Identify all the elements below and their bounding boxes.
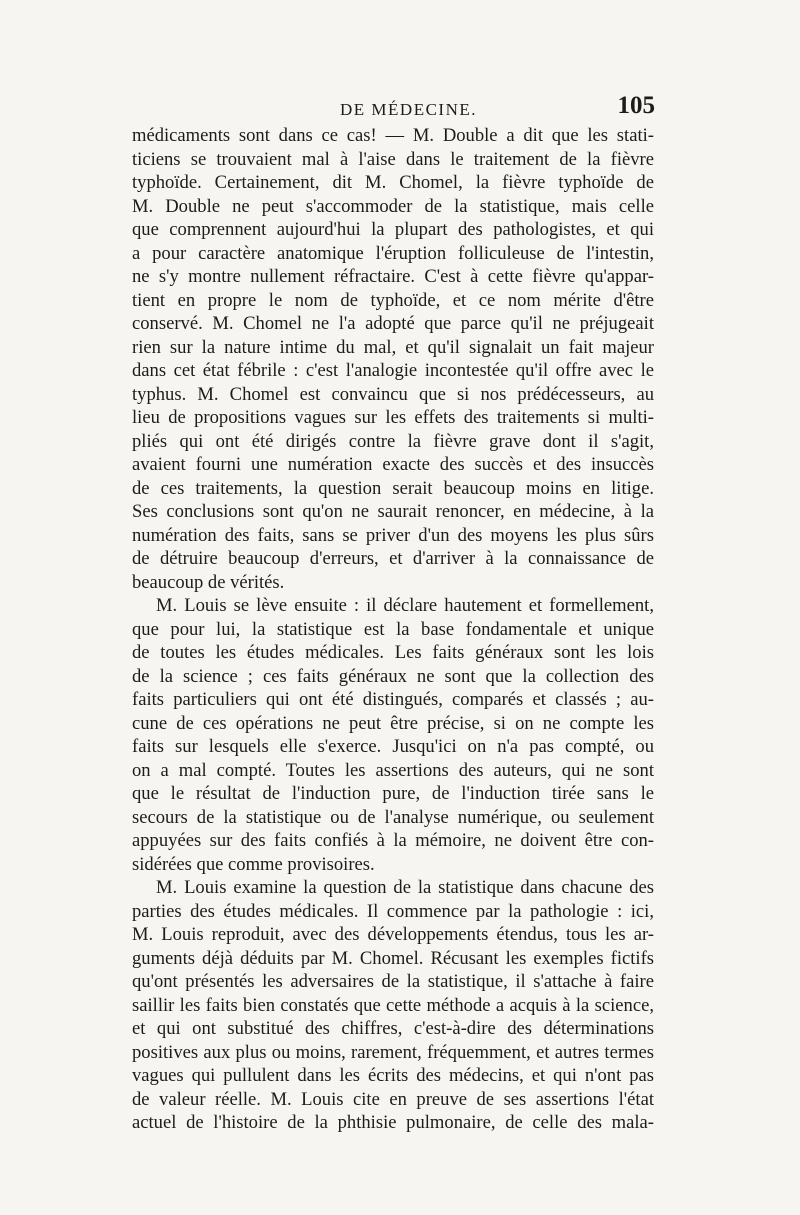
text-line: lieu de propositions vagues sur les effets des traitements si multi- <box>132 407 654 428</box>
text-line: dans cet état fébrile : c'est l'analogie incontestée qu'il offre avec le <box>132 360 654 381</box>
text-line: a pour caractère anatomique l'éruption folliculeuse de l'intestin, <box>132 242 654 264</box>
text-line: de ces traitements, la question serait beaucoup moins en litige. <box>132 477 654 499</box>
text-line: appuyées sur des faits confiés à la mémoire, ne doivent être con- <box>132 830 654 851</box>
text-line: saillir les faits bien constatés que cette méthode a acquis à la science, <box>132 994 654 1016</box>
text-line: conservé. M. Chomel ne l'a adopté que parce qu'il ne préjugeait <box>132 313 654 334</box>
page-number: 105 <box>617 92 655 119</box>
text-line: pliés qui ont été dirigés contre la fièvre grave dont il s'agit, <box>132 430 654 452</box>
text-line: rien sur la nature intime du mal, et qu'il signalait un fait majeur <box>132 336 654 358</box>
text-line: cune de ces opérations ne peut être précise, si on ne compte les <box>132 712 654 734</box>
text-line: que comprennent aujourd'hui la plupart des pathologistes, et qui <box>132 219 654 240</box>
text-line: numération des faits, sans se priver d'un des moyens les plus sûrs <box>132 524 654 546</box>
text-line: secours de la statistique ou de l'analyse numérique, ou seulement <box>132 806 654 828</box>
text-line: que le résultat de l'induction pure, de l'induction tirée sans le <box>132 783 654 804</box>
text-line: ne s'y montre nullement réfractaire. C'est à cette fièvre qu'appar- <box>132 266 654 287</box>
text-line: de valeur réelle. M. Louis cite en preuve de ses assertions l'état <box>132 1088 654 1110</box>
text-line: actuel de l'histoire de la phthisie pulmonaire, de celle des mala- <box>132 1112 654 1133</box>
text-line: typhoïde. Certainement, dit M. Chomel, la fièvre typhoïde de <box>132 172 654 193</box>
text-line: de la science ; ces faits généraux ne sont que la collection des <box>132 665 654 687</box>
text-line: Ses conclusions sont qu'on ne saurait renoncer, en médecine, à la <box>132 501 654 522</box>
text-line: sidérées que comme provisoires. <box>132 853 375 875</box>
text-line: médicaments sont dans ce cas! — M. Double a dit que les stati- <box>132 125 654 146</box>
page-header <box>130 92 655 126</box>
text-line: guments déjà déduits par M. Chomel. Récusant les exemples fictifs <box>132 947 654 969</box>
text-line: typhus. M. Chomel est convaincu que si nos prédécesseurs, au <box>132 383 654 405</box>
text-line: tient en propre le nom de typhoïde, et ce nom mérite d'être <box>132 289 654 311</box>
text-line: parties des études médicales. Il commence par la pathologie : ici, <box>132 900 654 922</box>
text-line: on a mal compté. Toutes les assertions des auteurs, qui ne sont <box>132 759 654 781</box>
text-line: beaucoup de vérités. <box>132 571 285 593</box>
text-line: M. Louis reproduit, avec des développements étendus, tous les ar- <box>132 924 654 945</box>
text-line: qu'ont présentés les adversaires de la statistique, il s'attache à faire <box>132 971 654 992</box>
text-line: que pour lui, la statistique est la base fondamentale et unique <box>132 618 654 640</box>
text-line: ticiens se trouvaient mal à l'aise dans le traitement de la fièvre <box>132 148 654 170</box>
text-line: de toutes les études médicales. Les faits généraux sont les lois <box>132 642 654 663</box>
text-line: M. Louis examine la question de la statistique dans chacune des <box>156 877 654 898</box>
text-line: M. Double ne peut s'accommoder de la statistique, mais celle <box>132 195 654 217</box>
text-line: et qui ont substitué des chiffres, c'est-à-dire des déterminations <box>132 1018 654 1039</box>
text-line: de détruire beaucoup d'erreurs, et d'arriver à la connaissance de <box>132 548 654 569</box>
text-line: faits sur lesquels elle s'exerce. Jusqu'ici on n'a pas compté, ou <box>132 736 654 757</box>
text-line: positives aux plus ou moins, rarement, fréquemment, et autres termes <box>132 1041 654 1063</box>
running-head: DE MÉDECINE. <box>340 100 477 119</box>
text-line: vagues qui pullulent dans les écrits des médecins, et qui n'ont pas <box>132 1065 654 1086</box>
body-text <box>132 124 654 1135</box>
text-line: faits particuliers qui ont été distingués, comparés et classés ; au- <box>132 689 654 710</box>
text-line: avaient fourni une numération exacte des succès et des insuccès <box>132 454 654 475</box>
text-line: M. Louis se lève ensuite : il déclare hautement et formellement, <box>156 595 654 616</box>
